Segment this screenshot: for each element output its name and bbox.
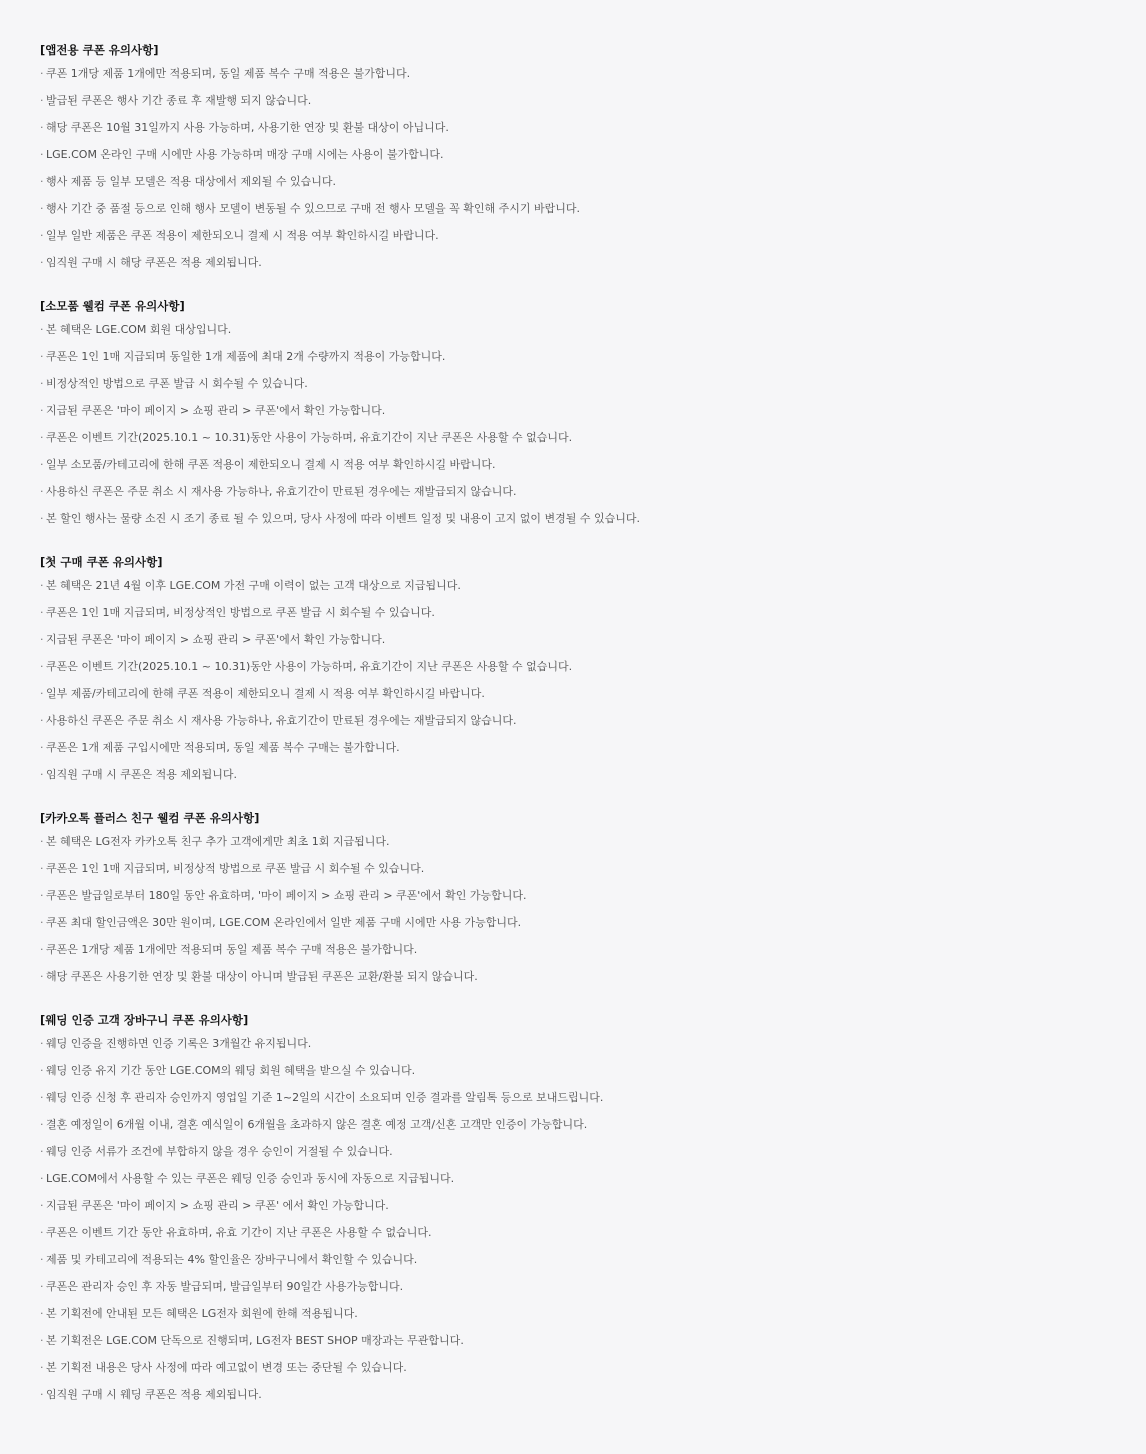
list-item bbox=[40, 1143, 1120, 1161]
list-item bbox=[40, 1116, 1120, 1134]
bullet-dot-icon: · bbox=[40, 768, 44, 781]
bullet-dot-icon: · bbox=[40, 606, 44, 619]
list-item bbox=[40, 1197, 1120, 1215]
bullet-dot-icon: · bbox=[40, 1064, 44, 1077]
item-text: LGE.COM 온라인 구매 시에만 사용 가능하며 매장 구매 시에는 사용이 불가합니다. bbox=[46, 148, 444, 161]
bullet-dot-icon: · bbox=[40, 1037, 44, 1050]
item-text: 쿠폰 최대 할인금액은 30만 원이며, LGE.COM 온라인에서 일반 제품 구매 시에만 사용 가능합니다. bbox=[46, 916, 522, 929]
list-item bbox=[40, 1359, 1120, 1377]
item-text: 본 기획전은 LGE.COM 단독으로 진행되며, LG전자 BEST SHOP 매장과는 무관합니다. bbox=[46, 1334, 464, 1347]
list-item bbox=[40, 1062, 1120, 1080]
bullet-dot-icon: · bbox=[40, 687, 44, 700]
bullet-dot-icon: · bbox=[40, 1199, 44, 1212]
bullet-dot-icon: · bbox=[40, 835, 44, 848]
item-text: 행사 기간 중 품절 등으로 인해 행사 모델이 변동될 수 있으므로 구매 전 행사 모델을 꼭 확인해 주시기 바랍니다. bbox=[46, 202, 580, 215]
list-item bbox=[40, 739, 1120, 757]
bullet-dot-icon: · bbox=[40, 94, 44, 107]
item-text: 쿠폰은 이벤트 기간(2025.10.1 ~ 10.31)동안 사용이 가능하며, 유효기간이 지난 쿠폰은 사용할 수 없습니다. bbox=[46, 660, 573, 673]
bullet-dot-icon: · bbox=[40, 1307, 44, 1320]
bullet-dot-icon: · bbox=[40, 377, 44, 390]
bullet-dot-icon: · bbox=[40, 148, 44, 161]
item-text: 지급된 쿠폰은 '마이 페이지 > 쇼핑 관리 > 쿠폰' 에서 확인 가능합니다. bbox=[46, 1199, 389, 1212]
item-text: 일부 제품/카테고리에 한해 쿠폰 적용이 제한되오니 결제 시 적용 여부 확인하시길 바랍니다. bbox=[46, 687, 485, 700]
list-item bbox=[40, 200, 1120, 218]
item-text: 웨딩 인증 신청 후 관리자 승인까지 영업일 기준 1~2일의 시간이 소요되며 인증 결과를 알림톡 등으로 보내드립니다. bbox=[46, 1091, 604, 1104]
notice-section-wedding-cart bbox=[40, 1010, 1120, 1404]
list-item bbox=[40, 685, 1120, 703]
item-text: 본 혜택은 LGE.COM 회원 대상입니다. bbox=[46, 323, 232, 336]
item-text: 본 할인 행사는 물량 소진 시 조기 종료 될 수 있으며, 당사 사정에 따라 이벤트 일정 및 내용이 고지 없이 변경될 수 있습니다. bbox=[46, 512, 640, 525]
item-text: 쿠폰은 관리자 승인 후 자동 발급되며, 발급일부터 90일간 사용가능합니다. bbox=[46, 1280, 404, 1293]
list-item bbox=[40, 887, 1120, 905]
list-item bbox=[40, 402, 1120, 420]
item-text: 쿠폰은 이벤트 기간(2025.10.1 ~ 10.31)동안 사용이 가능하며, 유효기간이 지난 쿠폰은 사용할 수 없습니다. bbox=[46, 431, 573, 444]
list-item bbox=[40, 1305, 1120, 1323]
item-text: 지급된 쿠폰은 '마이 페이지 > 쇼핑 관리 > 쿠폰'에서 확인 가능합니다. bbox=[46, 633, 386, 646]
bullet-dot-icon: · bbox=[40, 970, 44, 983]
item-text: 쿠폰은 1인 1매 지급되며, 비정상적인 방법으로 쿠폰 발급 시 회수될 수 있습니다. bbox=[46, 606, 435, 619]
coupon-notice bbox=[40, 40, 1120, 1428]
bullet-dot-icon: · bbox=[40, 1361, 44, 1374]
item-text: 지급된 쿠폰은 '마이 페이지 > 쇼핑 관리 > 쿠폰'에서 확인 가능합니다. bbox=[46, 404, 386, 417]
bullet-dot-icon: · bbox=[40, 579, 44, 592]
item-text: 해당 쿠폰은 사용기한 연장 및 환불 대상이 아니며 발급된 쿠폰은 교환/환불 되지 않습니다. bbox=[46, 970, 478, 983]
list-item bbox=[40, 941, 1120, 959]
list-item bbox=[40, 577, 1120, 595]
bullet-dot-icon: · bbox=[40, 889, 44, 902]
item-text: 일부 일반 제품은 쿠폰 적용이 제한되오니 결제 시 적용 여부 확인하시길 바랍니다. bbox=[46, 229, 439, 242]
list-item bbox=[40, 1224, 1120, 1242]
list-item bbox=[40, 914, 1120, 932]
item-text: 임직원 구매 시 해당 쿠폰은 적용 제외됩니다. bbox=[46, 256, 262, 269]
item-text: 본 혜택은 21년 4월 이후 LGE.COM 가전 구매 이력이 없는 고객 대상으로 지급됩니다. bbox=[46, 579, 461, 592]
item-text: 웨딩 인증 유지 기간 동안 LGE.COM의 웨딩 회원 혜택을 받으실 수 있습니다. bbox=[46, 1064, 416, 1077]
item-text: 쿠폰 1개당 제품 1개에만 적용되며, 동일 제품 복수 구매 적용은 불가합니다. bbox=[46, 67, 411, 80]
bullet-dot-icon: · bbox=[40, 943, 44, 956]
item-text: 발급된 쿠폰은 행사 기간 종료 후 재발행 되지 않습니다. bbox=[46, 94, 312, 107]
bullet-dot-icon: · bbox=[40, 1091, 44, 1104]
item-text: 사용하신 쿠폰은 주문 취소 시 재사용 가능하나, 유효기간이 만료된 경우에는 재발급되지 않습니다. bbox=[46, 714, 517, 727]
list-item bbox=[40, 254, 1120, 272]
bullet-dot-icon: · bbox=[40, 67, 44, 80]
section-title: [앱전용 쿠폰 유의사항] bbox=[40, 43, 159, 57]
item-text: 본 기획전에 안내된 모든 혜택은 LG전자 회원에 한해 적용됩니다. bbox=[46, 1307, 358, 1320]
list-item bbox=[40, 1386, 1120, 1404]
list-item bbox=[40, 375, 1120, 393]
bullet-dot-icon: · bbox=[40, 256, 44, 269]
bullet-dot-icon: · bbox=[40, 175, 44, 188]
list-item bbox=[40, 860, 1120, 878]
list-item bbox=[40, 604, 1120, 622]
list-item bbox=[40, 1278, 1120, 1296]
bullet-dot-icon: · bbox=[40, 202, 44, 215]
item-text: 사용하신 쿠폰은 주문 취소 시 재사용 가능하나, 유효기간이 만료된 경우에는 재발급되지 않습니다. bbox=[46, 485, 517, 498]
bullet-dot-icon: · bbox=[40, 1253, 44, 1266]
item-text: 비정상적인 방법으로 쿠폰 발급 시 회수될 수 있습니다. bbox=[46, 377, 308, 390]
list-item bbox=[40, 456, 1120, 474]
bullet-dot-icon: · bbox=[40, 862, 44, 875]
bullet-dot-icon: · bbox=[40, 350, 44, 363]
item-text: 쿠폰은 1인 1매 지급되며 동일한 1개 제품에 최대 2개 수량까지 적용이 가능합니다. bbox=[46, 350, 446, 363]
item-text: 해당 쿠폰은 10월 31일까지 사용 가능하며, 사용기한 연장 및 환불 대상이 아닙니다. bbox=[46, 121, 449, 134]
item-text: 제품 및 카테고리에 적용되는 4% 할인율은 장바구니에서 확인할 수 있습니다. bbox=[46, 1253, 418, 1266]
item-text: 본 혜택은 LG전자 카카오톡 친구 추가 고객에게만 최초 1회 지급됩니다. bbox=[46, 835, 390, 848]
item-text: 쿠폰은 이벤트 기간 동안 유효하며, 유효 기간이 지난 쿠폰은 사용할 수 없습니다. bbox=[46, 1226, 432, 1239]
bullet-dot-icon: · bbox=[40, 1172, 44, 1185]
bullet-dot-icon: · bbox=[40, 633, 44, 646]
bullet-dot-icon: · bbox=[40, 1145, 44, 1158]
list-item bbox=[40, 1251, 1120, 1269]
section-title: [소모품 웰컴 쿠폰 유의사항] bbox=[40, 299, 185, 313]
list-item bbox=[40, 348, 1120, 366]
item-text: 쿠폰은 1개 제품 구입시에만 적용되며, 동일 제품 복수 구매는 불가합니다. bbox=[46, 741, 400, 754]
bullet-dot-icon: · bbox=[40, 458, 44, 471]
list-item bbox=[40, 510, 1120, 528]
bullet-dot-icon: · bbox=[40, 916, 44, 929]
bullet-dot-icon: · bbox=[40, 229, 44, 242]
bullet-dot-icon: · bbox=[40, 323, 44, 336]
list-item bbox=[40, 968, 1120, 986]
notice-section-first-purchase bbox=[40, 552, 1120, 784]
bullet-dot-icon: · bbox=[40, 714, 44, 727]
bullet-dot-icon: · bbox=[40, 431, 44, 444]
bullet-dot-icon: · bbox=[40, 741, 44, 754]
notice-section-app-coupon bbox=[40, 40, 1120, 272]
bullet-dot-icon: · bbox=[40, 121, 44, 134]
list-item bbox=[40, 1035, 1120, 1053]
list-item bbox=[40, 321, 1120, 339]
list-item bbox=[40, 1332, 1120, 1350]
bullet-dot-icon: · bbox=[40, 485, 44, 498]
bullet-dot-icon: · bbox=[40, 404, 44, 417]
bullet-dot-icon: · bbox=[40, 1334, 44, 1347]
bullet-dot-icon: · bbox=[40, 512, 44, 525]
list-item bbox=[40, 712, 1120, 730]
item-text: 행사 제품 등 일부 모델은 적용 대상에서 제외될 수 있습니다. bbox=[46, 175, 336, 188]
list-item bbox=[40, 658, 1120, 676]
item-text: LGE.COM에서 사용할 수 있는 쿠폰은 웨딩 인증 승인과 동시에 자동으로 지급됩니다. bbox=[46, 1172, 455, 1185]
bullet-dot-icon: · bbox=[40, 1388, 44, 1401]
bullet-dot-icon: · bbox=[40, 1280, 44, 1293]
item-text: 쿠폰은 1개당 제품 1개에만 적용되며 동일 제품 복수 구매 적용은 불가합니다. bbox=[46, 943, 418, 956]
item-text: 임직원 구매 시 웨딩 쿠폰은 적용 제외됩니다. bbox=[46, 1388, 262, 1401]
item-text: 결혼 예정일이 6개월 이내, 결혼 예식일이 6개월을 초과하지 않은 결혼 예정 고객/신혼 고객만 인증이 가능합니다. bbox=[46, 1118, 588, 1131]
item-text: 본 기획전 내용은 당사 사정에 따라 예고없이 변경 또는 중단될 수 있습니다. bbox=[46, 1361, 407, 1374]
list-item bbox=[40, 1170, 1120, 1188]
item-text: 웨딩 인증 서류가 조건에 부합하지 않을 경우 승인이 거절될 수 있습니다. bbox=[46, 1145, 393, 1158]
list-item bbox=[40, 429, 1120, 447]
list-item bbox=[40, 1089, 1120, 1107]
notice-section-supplies-welcome bbox=[40, 296, 1120, 528]
item-text: 쿠폰은 발급일로부터 180일 동안 유효하며, '마이 페이지 > 쇼핑 관리 > 쿠폰'에서 확인 가능합니다. bbox=[46, 889, 527, 902]
item-text: 웨딩 인증을 진행하면 인증 기록은 3개월간 유지됩니다. bbox=[46, 1037, 312, 1050]
list-item bbox=[40, 227, 1120, 245]
section-title: [첫 구매 쿠폰 유의사항] bbox=[40, 555, 163, 569]
list-item bbox=[40, 119, 1120, 137]
bullet-dot-icon: · bbox=[40, 660, 44, 673]
list-item bbox=[40, 766, 1120, 784]
notice-section-kakaotalk-friend bbox=[40, 808, 1120, 986]
item-text: 일부 소모품/카테고리에 한해 쿠폰 적용이 제한되오니 결제 시 적용 여부 확인하시길 바랍니다. bbox=[46, 458, 496, 471]
list-item bbox=[40, 483, 1120, 501]
item-text: 임직원 구매 시 쿠폰은 적용 제외됩니다. bbox=[46, 768, 237, 781]
list-item bbox=[40, 833, 1120, 851]
bullet-dot-icon: · bbox=[40, 1226, 44, 1239]
section-title: [웨딩 인증 고객 장바구니 쿠폰 유의사항] bbox=[40, 1013, 249, 1027]
bullet-dot-icon: · bbox=[40, 1118, 44, 1131]
list-item bbox=[40, 65, 1120, 83]
list-item bbox=[40, 173, 1120, 191]
list-item bbox=[40, 631, 1120, 649]
item-text: 쿠폰은 1인 1매 지급되며, 비정상적 방법으로 쿠폰 발급 시 회수될 수 있습니다. bbox=[46, 862, 425, 875]
list-item bbox=[40, 92, 1120, 110]
section-title: [카카오톡 플러스 친구 웰컴 쿠폰 유의사항] bbox=[40, 811, 260, 825]
list-item bbox=[40, 146, 1120, 164]
